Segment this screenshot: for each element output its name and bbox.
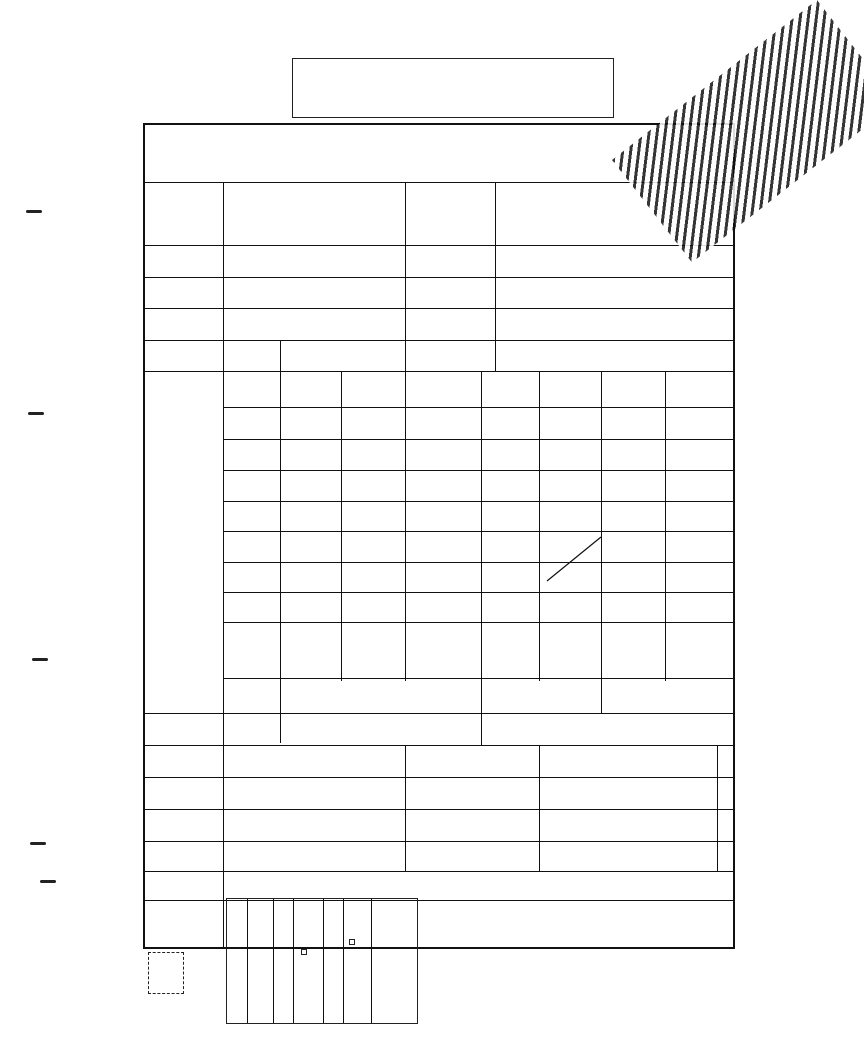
rule <box>145 340 733 341</box>
margin-mark <box>32 658 48 661</box>
rule <box>293 899 294 1023</box>
empty-row-slash <box>543 535 603 585</box>
rule <box>539 371 540 681</box>
rule <box>341 371 342 681</box>
margin-mark <box>28 412 44 415</box>
rule <box>371 899 372 1023</box>
rule <box>665 371 666 681</box>
rule <box>145 809 733 810</box>
rule <box>223 501 733 502</box>
rule <box>223 678 733 679</box>
seal-stamp-a <box>301 949 307 955</box>
small-seal <box>148 952 184 994</box>
rule <box>223 622 733 623</box>
rule <box>405 745 406 872</box>
seal-stamp-b <box>349 939 355 945</box>
rule <box>145 277 733 278</box>
rule <box>323 899 324 1023</box>
rule <box>145 841 733 842</box>
margin-mark <box>30 842 46 845</box>
rule <box>145 777 733 778</box>
rule <box>223 182 224 947</box>
rule <box>223 531 733 532</box>
rule <box>405 182 406 372</box>
rule <box>145 371 733 372</box>
rule <box>495 182 496 372</box>
rule <box>280 340 281 743</box>
notice-box <box>292 58 614 118</box>
approval-seal-grid <box>226 898 418 1024</box>
rule <box>223 592 733 593</box>
rule <box>717 745 718 872</box>
rule <box>145 871 733 872</box>
margin-mark <box>26 210 42 213</box>
rule <box>539 745 540 872</box>
rule <box>223 407 733 408</box>
rule <box>223 439 733 440</box>
rule <box>145 713 733 714</box>
rule <box>273 899 274 1023</box>
rule <box>145 308 733 309</box>
rule <box>223 470 733 471</box>
rule <box>343 899 344 1023</box>
rule <box>481 371 482 746</box>
rule <box>247 899 248 1023</box>
rule <box>223 562 733 563</box>
margin-mark <box>40 880 56 883</box>
permit-form <box>143 123 735 949</box>
rule <box>145 245 733 246</box>
rule <box>145 745 733 746</box>
rule <box>405 371 406 681</box>
